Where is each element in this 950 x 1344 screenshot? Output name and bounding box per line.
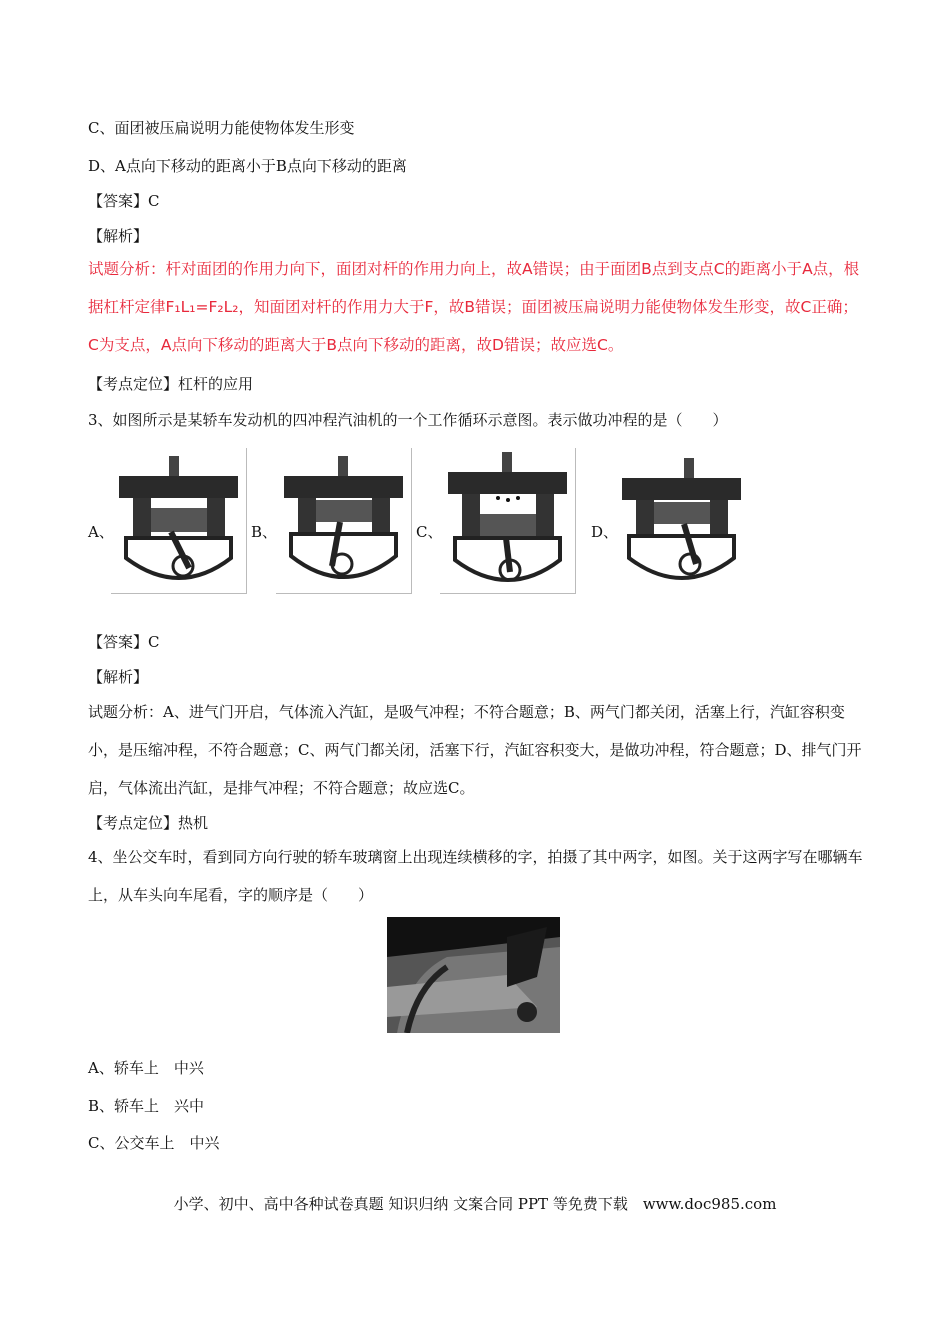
engine-figure-a bbox=[111, 448, 247, 594]
point-label: 【考点定位】杠杆的应用 bbox=[88, 375, 254, 393]
question-4: 4、坐公交车时，看到同方向行驶的轿车玻璃窗上出现连续横移的字，拍摄了其中两字，如图。关于这两字写在哪辆车上，从车头向车尾看，字的顺序是（ ） bbox=[88, 848, 863, 904]
question-3: 3、如图所示是某轿车发动机的四冲程汽油机的一个工作循环示意图。表示做功冲程的是（ ） bbox=[88, 411, 728, 429]
option-c-text: C、面团被压扁说明力能使物体发生形变 bbox=[88, 119, 355, 137]
analysis-text-red: 试题分析：杆对面团的作用力向下，面团对杆的作用力向上，故A错误；由于面团B点到支点C的距离小于A点，根据杠杆定律F₁L₁=F₂L₂，知面团对杆的作用力大于F，故B错误；面团被压扁说明力能使物体发生形变，故C正确；C为支点，A点向下移动的距离大于B点向下移动的距离，故D错误；故应选C。 bbox=[88, 260, 860, 354]
analysis-label: 【解析】 bbox=[88, 227, 149, 245]
engine-figure-d bbox=[614, 448, 749, 593]
option-b: B、轿车上 兴中 bbox=[88, 1097, 205, 1115]
page-footer: 小学、初中、高中各种试卷真题 知识归纳 文案合同 PPT 等免费下载 www.doc985.com bbox=[173, 1195, 777, 1213]
engine-b-drawing bbox=[276, 448, 411, 593]
analysis-text-3: 试题分析：A、进气门开启，气体流入汽缸，是吸气冲程；不符合题意；B、两气门都关闭，活塞上行，汽缸容积变小，是压缩冲程，不符合题意；C、两气门都关闭，活塞下行，汽缸容积变大，是做功冲程，符合题意；D、排气门开启，气体流出汽缸，是排气冲程；不符合题意；故应选C。 bbox=[88, 703, 862, 797]
analysis-label-3: 【解析】 bbox=[88, 668, 149, 686]
option-d-text: D、A点向下移动的距离小于B点向下移动的距离 bbox=[88, 157, 407, 175]
engine-c-drawing bbox=[440, 448, 575, 593]
option-a: A、轿车上 中兴 bbox=[88, 1059, 204, 1077]
point-label-3: 【考点定位】热机 bbox=[88, 814, 209, 832]
engine-label-a: A、 bbox=[88, 523, 114, 541]
engine-a-drawing bbox=[111, 448, 246, 593]
engine-figure-b bbox=[276, 448, 412, 594]
engine-d-drawing bbox=[614, 448, 749, 593]
car-window-photo bbox=[387, 917, 560, 1033]
answer-label: 【答案】C bbox=[88, 192, 160, 210]
engine-label-b: B、 bbox=[251, 523, 278, 541]
engine-figure-c bbox=[440, 448, 576, 594]
answer-label-3: 【答案】C bbox=[88, 633, 160, 651]
engine-label-d: D、 bbox=[591, 523, 619, 541]
engine-label-c: C、 bbox=[416, 523, 443, 541]
option-c: C、公交车上 中兴 bbox=[88, 1134, 220, 1152]
